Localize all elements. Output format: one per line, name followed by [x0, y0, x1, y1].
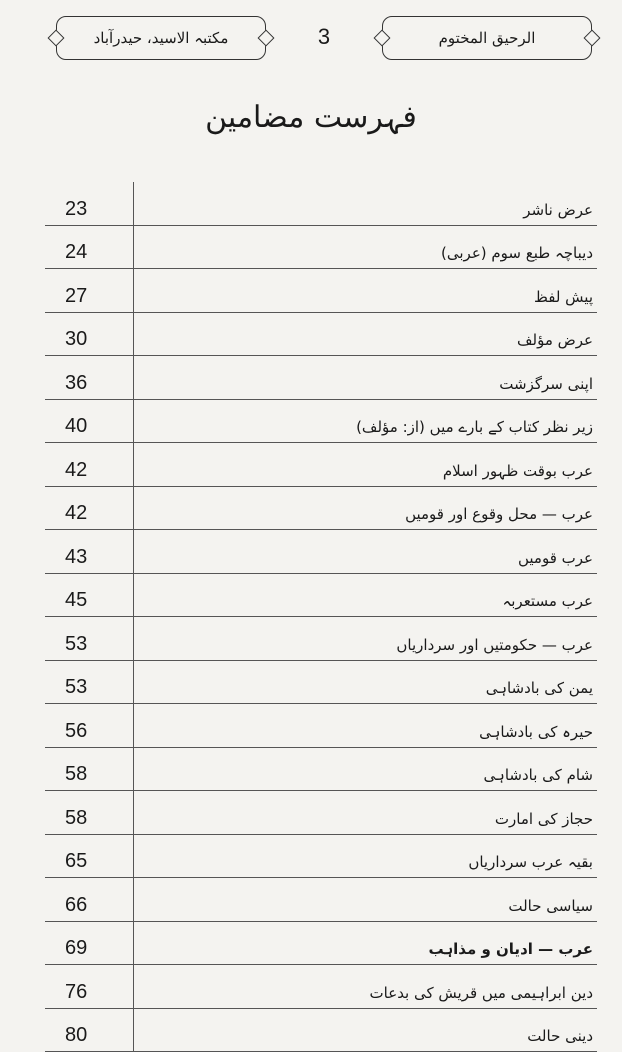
toc-page-number: 66: [45, 878, 134, 922]
toc-page-number: 80: [45, 1008, 134, 1052]
toc-entry-title: زیر نظر کتاب کے بارے میں (از: مؤلف): [134, 399, 598, 443]
toc-page-number: 24: [45, 225, 134, 269]
toc-entry-title: یمن کی بادشاہی: [134, 660, 598, 704]
toc-row: [45, 704, 597, 748]
toc-entry-title: عرب — ادیان و مذاہب: [134, 921, 598, 965]
toc-page-number: 45: [45, 573, 134, 617]
toc-entry-title: عرب مستعربہ: [134, 573, 598, 617]
page-header: [56, 16, 592, 60]
toc-page-number: 69: [45, 921, 134, 965]
toc-entry-title: عرب — حکومتیں اور سرداریاں: [134, 617, 598, 661]
toc-entry-title: عرب بوقت ظہور اسلام: [134, 443, 598, 487]
publisher-label: مکتبہ الاسید، حیدرآباد: [56, 16, 266, 60]
toc-row: [45, 486, 597, 530]
toc-row: [45, 791, 597, 835]
toc-row: [45, 443, 597, 487]
toc-entry-title: حجاز کی امارت: [134, 791, 598, 835]
page-title: فہرست مضامین: [205, 100, 417, 135]
toc-entry-title: پیش لفظ: [134, 269, 598, 313]
toc-row: [45, 965, 597, 1009]
toc-entry-title: عرض ناشر: [134, 182, 598, 225]
toc-row: [45, 747, 597, 791]
toc-entry-title: حیرہ کی بادشاہی: [134, 704, 598, 748]
toc-entry-title: اپنی سرگزشت: [134, 356, 598, 400]
toc-entry-title: عرض مؤلف: [134, 312, 598, 356]
toc-row: [45, 1008, 597, 1052]
toc-row: [45, 921, 597, 965]
toc-entry-title: سیاسی حالت: [134, 878, 598, 922]
toc-row: [45, 617, 597, 661]
toc-row: [45, 399, 597, 443]
toc-row: [45, 878, 597, 922]
toc-row: [45, 312, 597, 356]
toc-row: [45, 834, 597, 878]
toc-page-number: 58: [45, 747, 134, 791]
toc-entry-title: بقیہ عرب سرداریاں: [134, 834, 598, 878]
toc-page-number: 36: [45, 356, 134, 400]
toc-row: [45, 356, 597, 400]
toc-page-number: 42: [45, 443, 134, 487]
toc-entry-title: دین ابراہیمی میں قریش کی بدعات: [134, 965, 598, 1009]
toc-entry-title: شام کی بادشاہی: [134, 747, 598, 791]
toc-page-number: 53: [45, 617, 134, 661]
toc-page-number: 43: [45, 530, 134, 574]
toc-row: [45, 530, 597, 574]
toc-page-number: 65: [45, 834, 134, 878]
table-of-contents: [45, 182, 597, 1052]
toc-row: [45, 573, 597, 617]
toc-page-number: 56: [45, 704, 134, 748]
toc-page-number: 58: [45, 791, 134, 835]
toc-row: [45, 660, 597, 704]
toc-page-number: 40: [45, 399, 134, 443]
toc-entry-title: عرب — محل وقوع اور قومیں: [134, 486, 598, 530]
toc-page-number: 27: [45, 269, 134, 313]
toc-page-number: 42: [45, 486, 134, 530]
toc-entry-title: دیباچہ طبع سوم (عربی): [134, 225, 598, 269]
page-number: 3: [317, 24, 331, 49]
toc-row: [45, 269, 597, 313]
book-title-label: الرحیق المختوم: [382, 16, 592, 60]
toc-page-number: 30: [45, 312, 134, 356]
toc-entry-title: دینی حالت: [134, 1008, 598, 1052]
toc-page-number: 76: [45, 965, 134, 1009]
toc-page-number: 23: [45, 182, 134, 225]
toc-entry-title: عرب قومیں: [134, 530, 598, 574]
toc-row: [45, 225, 597, 269]
toc-page-number: 53: [45, 660, 134, 704]
toc-row: [45, 182, 597, 225]
